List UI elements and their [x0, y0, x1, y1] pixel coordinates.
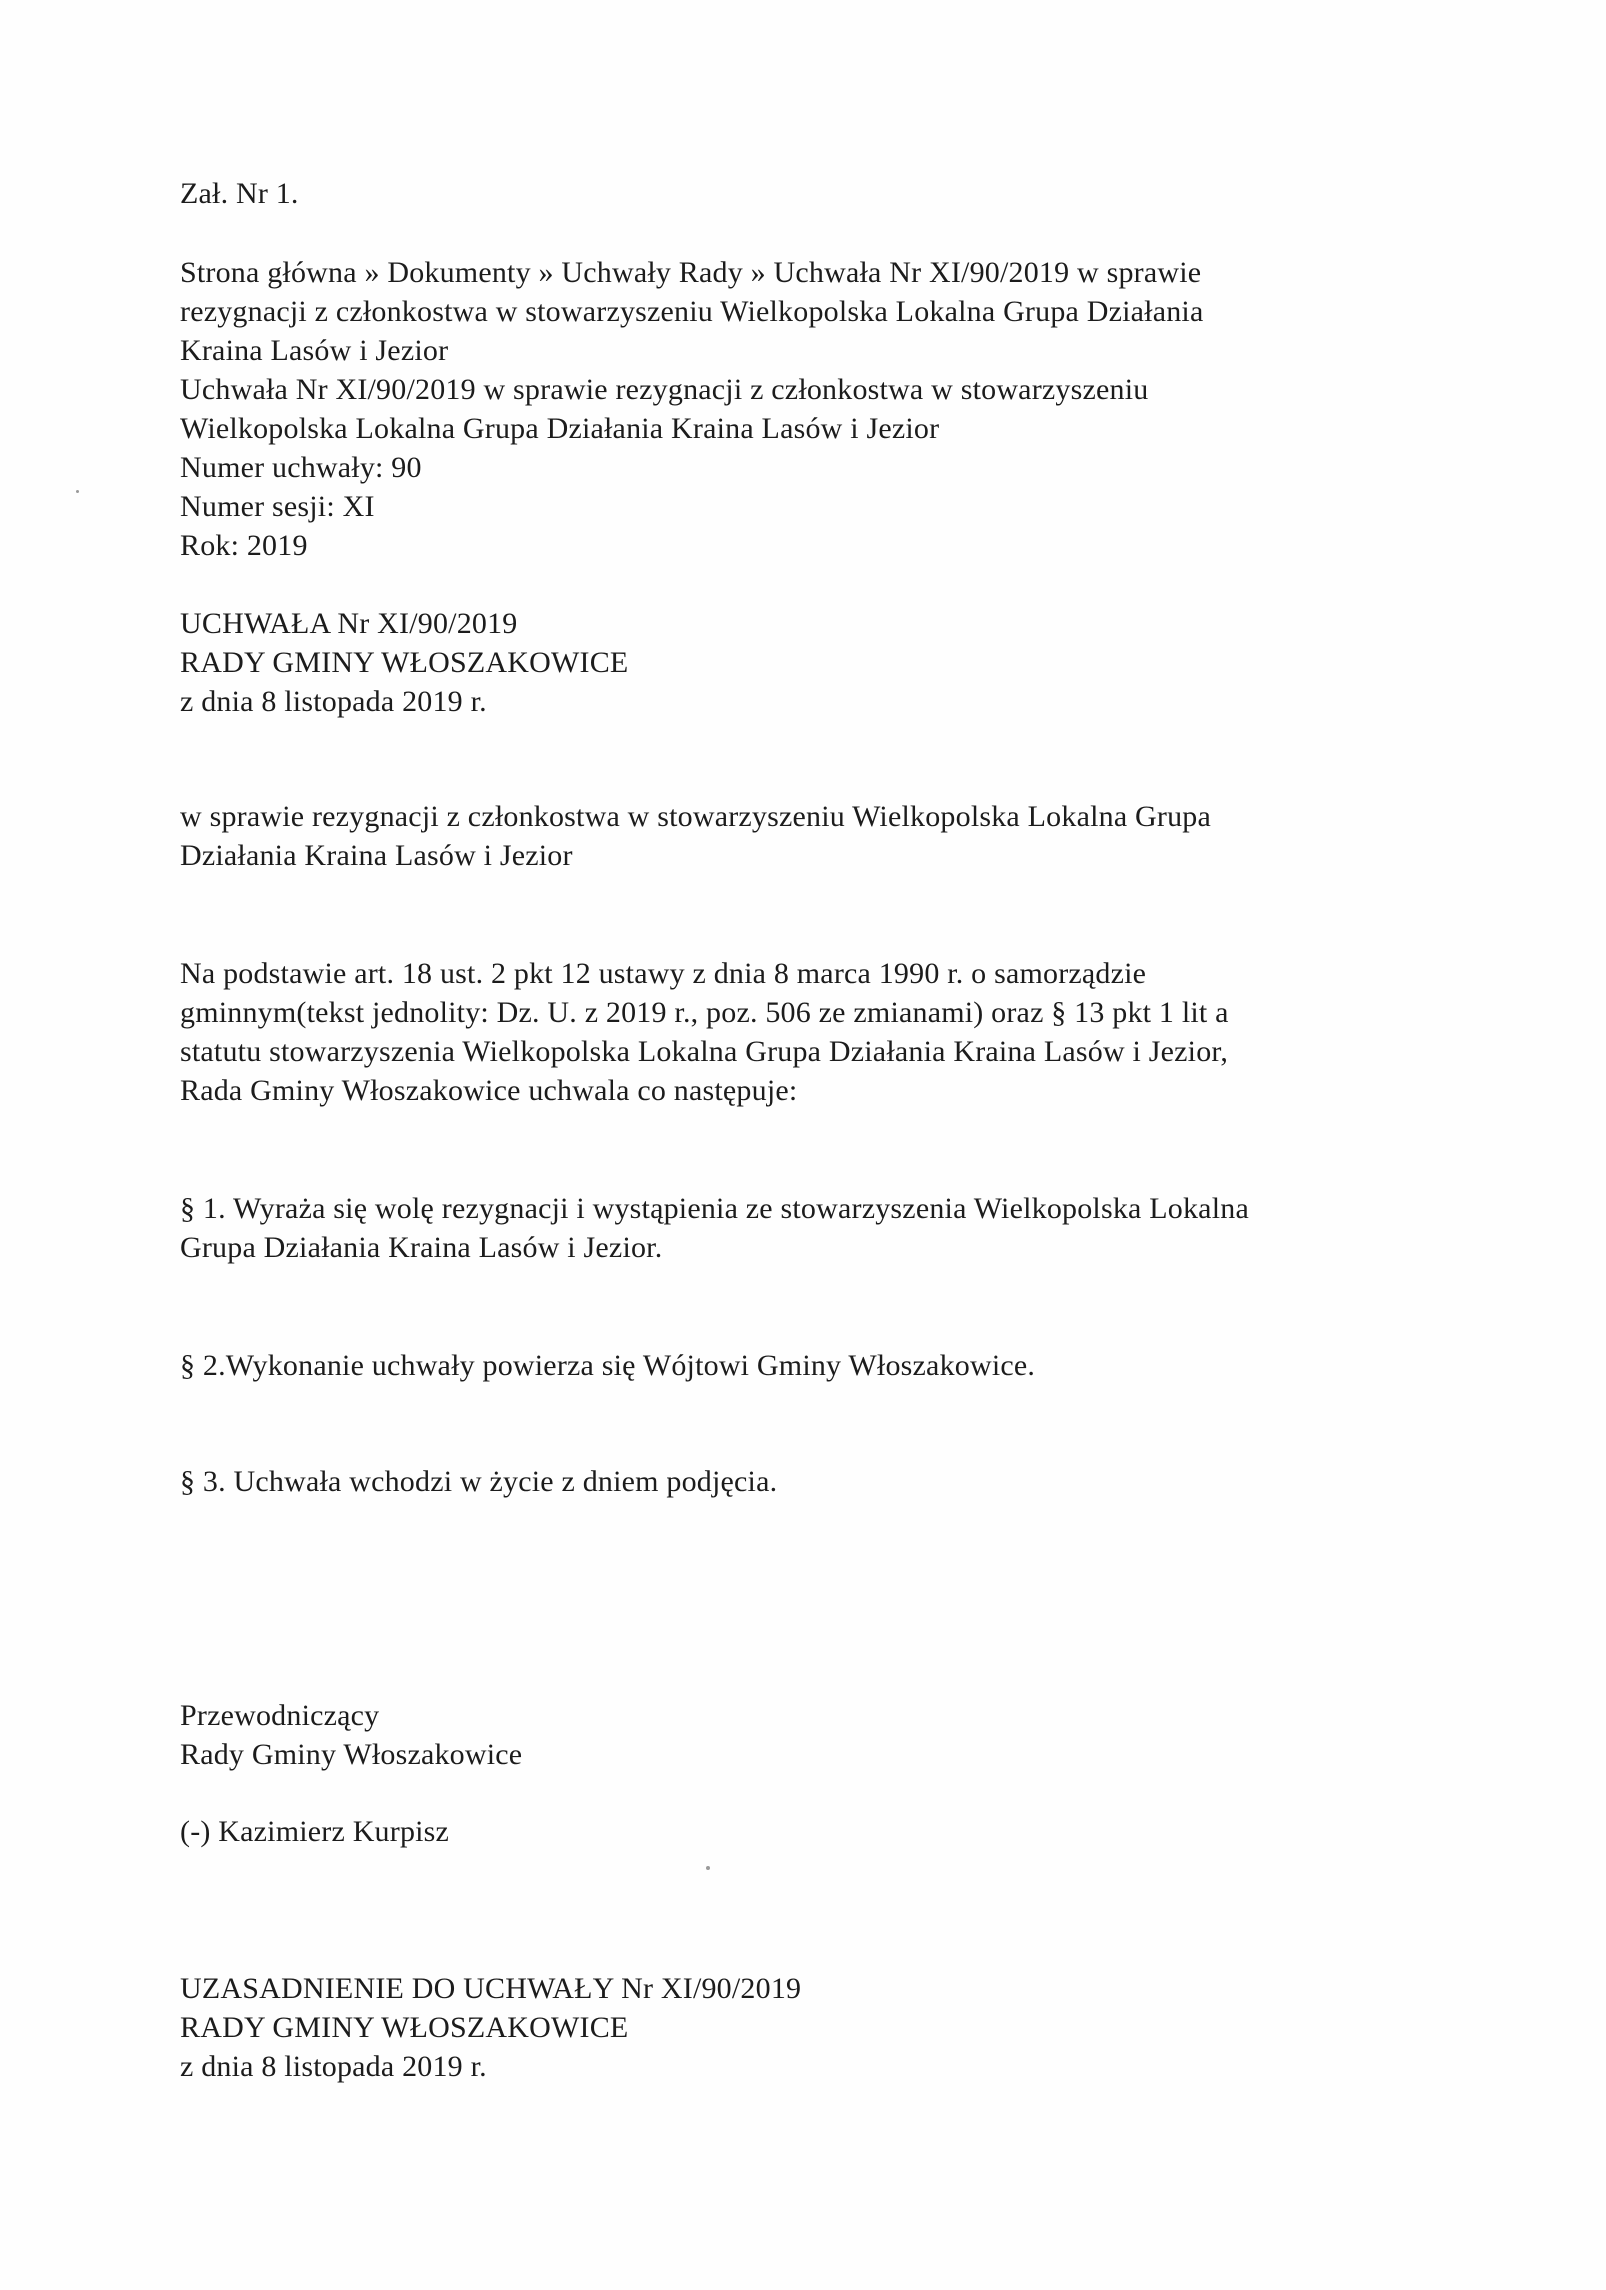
- justification-line-date: z dnia 8 listopada 2019 r.: [180, 2050, 487, 2083]
- resolution-year: Rok: 2019: [180, 529, 308, 562]
- resolution-number: Numer uchwały: 90: [180, 451, 422, 484]
- signature-name: (-) Kazimierz Kurpisz: [180, 1815, 450, 1848]
- legal-basis-line: Na podstawie art. 18 ust. 2 pkt 12 ustawy z dnia 8 marca 1990 r. o samorządzie: [180, 957, 1147, 990]
- heading-line-council: RADY GMINY WŁOSZAKOWICE: [180, 646, 629, 679]
- scan-speck: [706, 1866, 710, 1870]
- paragraph-1-line: Grupa Działania Kraina Lasów i Jezior.: [180, 1231, 663, 1264]
- signature-council: Rady Gminy Włoszakowice: [180, 1738, 523, 1771]
- signature-name-block: [180, 1812, 1440, 1851]
- heading-line-title: UCHWAŁA Nr XI/90/2019: [180, 607, 518, 640]
- resolution-title: [180, 370, 1440, 448]
- justification-heading: [180, 1969, 1440, 2086]
- subject-line: Działania Kraina Lasów i Jezior: [180, 839, 573, 872]
- paragraph-2-text: § 2.Wykonanie uchwały powierza się Wójtowi Gminy Włoszakowice.: [180, 1349, 1036, 1382]
- paragraph-3-text: § 3. Uchwała wchodzi w życie z dniem podjęcia.: [180, 1465, 778, 1498]
- paragraph-3: [180, 1462, 1440, 1501]
- breadcrumb-line: rezygnacji z członkostwa w stowarzyszeniu Wielkopolska Lokalna Grupa Działania: [180, 295, 1204, 328]
- signature-block: [180, 1696, 1440, 1774]
- subject-line: w sprawie rezygnacji z członkostwa w stowarzyszeniu Wielkopolska Lokalna Grupa: [180, 800, 1212, 833]
- justification-line-council: RADY GMINY WŁOSZAKOWICE: [180, 2011, 629, 2044]
- legal-basis-line: gminnym(tekst jednolity: Dz. U. z 2019 r., poz. 506 ze zmianami) oraz § 13 pkt 1 lit a: [180, 996, 1229, 1029]
- heading-line-date: z dnia 8 listopada 2019 r.: [180, 685, 487, 718]
- session-number: Numer sesji: XI: [180, 490, 375, 523]
- resolution-metadata: [180, 448, 1440, 565]
- attachment-label: [180, 174, 1440, 213]
- scan-speck: [76, 490, 79, 493]
- resolution-title-line: Wielkopolska Lokalna Grupa Działania Kraina Lasów i Jezior: [180, 412, 940, 445]
- legal-basis-line: statutu stowarzyszenia Wielkopolska Lokalna Grupa Działania Kraina Lasów i Jezior,: [180, 1035, 1229, 1068]
- attachment-label-text: Zał. Nr 1.: [180, 177, 299, 210]
- resolution-title-line: Uchwała Nr XI/90/2019 w sprawie rezygnacji z członkostwa w stowarzyszeniu: [180, 373, 1149, 406]
- justification-line-title: UZASADNIENIE DO UCHWAŁY Nr XI/90/2019: [180, 1972, 802, 2005]
- legal-basis: [180, 954, 1440, 1110]
- resolution-subject: [180, 797, 1440, 875]
- signature-title: Przewodniczący: [180, 1699, 380, 1732]
- legal-basis-line: Rada Gminy Włoszakowice uchwala co następuje:: [180, 1074, 798, 1107]
- paragraph-1-line: § 1. Wyraża się wolę rezygnacji i wystąpienia ze stowarzyszenia Wielkopolska Lokalna: [180, 1192, 1249, 1225]
- breadcrumb-line: Strona główna » Dokumenty » Uchwały Rady » Uchwała Nr XI/90/2019 w sprawie: [180, 256, 1202, 289]
- breadcrumb-line: Kraina Lasów i Jezior: [180, 334, 449, 367]
- breadcrumb: [180, 253, 1440, 370]
- resolution-heading: [180, 604, 1440, 721]
- paragraph-2: [180, 1346, 1440, 1385]
- paragraph-1: [180, 1189, 1440, 1267]
